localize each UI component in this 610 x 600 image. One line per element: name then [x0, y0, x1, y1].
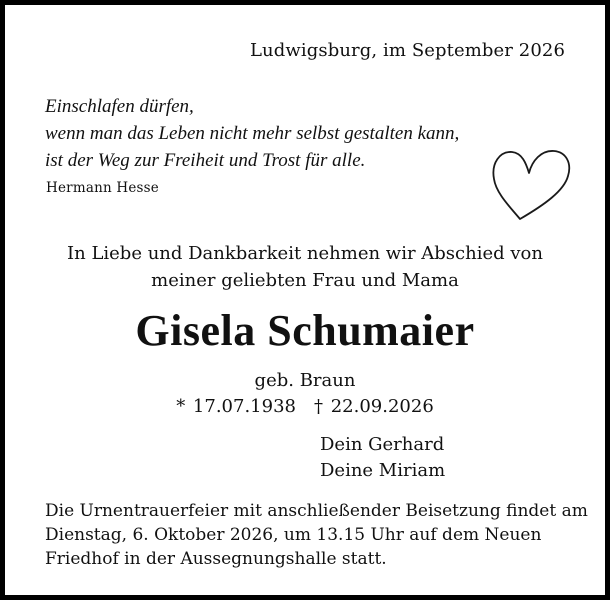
deceased-name: Gisela Schumaier	[135, 306, 475, 355]
mourners	[320, 432, 445, 484]
mourner-name: Deine Miriam	[320, 460, 446, 481]
quote-author: Hermann Hesse	[46, 180, 159, 196]
announcement-line: In Liebe und Dankbarkeit nehmen wir Abschied von	[67, 243, 543, 264]
quote-line: Einschlafen dürfen,	[45, 96, 194, 117]
announcement-line: meiner geliebten Frau und Mama	[151, 270, 459, 291]
quote	[45, 93, 459, 174]
maiden-name: geb. Braun	[254, 370, 356, 391]
announcement	[5, 240, 605, 294]
quote-line: ist der Weg zur Freiheit und Trost für alle.	[45, 150, 366, 171]
life-dates	[5, 396, 605, 417]
service-line: Friedhof in der Aussegnungshalle statt.	[45, 549, 387, 569]
heart-outline-icon	[486, 143, 576, 223]
death-date: † 22.09.2026	[314, 396, 434, 417]
quote-line: wenn man das Leben nicht mehr selbst gestalten kann,	[45, 123, 460, 144]
service-line: Dienstag, 6. Oktober 2026, um 13.15 Uhr auf dem Neuen	[45, 525, 542, 545]
service-line: Die Urnentrauerfeier mit anschließender Beisetzung findet am	[45, 501, 588, 521]
place-date: Ludwigsburg, im September 2026	[250, 40, 565, 61]
birth-date: * 17.07.1938	[176, 396, 296, 417]
service-info	[45, 499, 588, 571]
mourner-name: Dein Gerhard	[320, 434, 445, 455]
